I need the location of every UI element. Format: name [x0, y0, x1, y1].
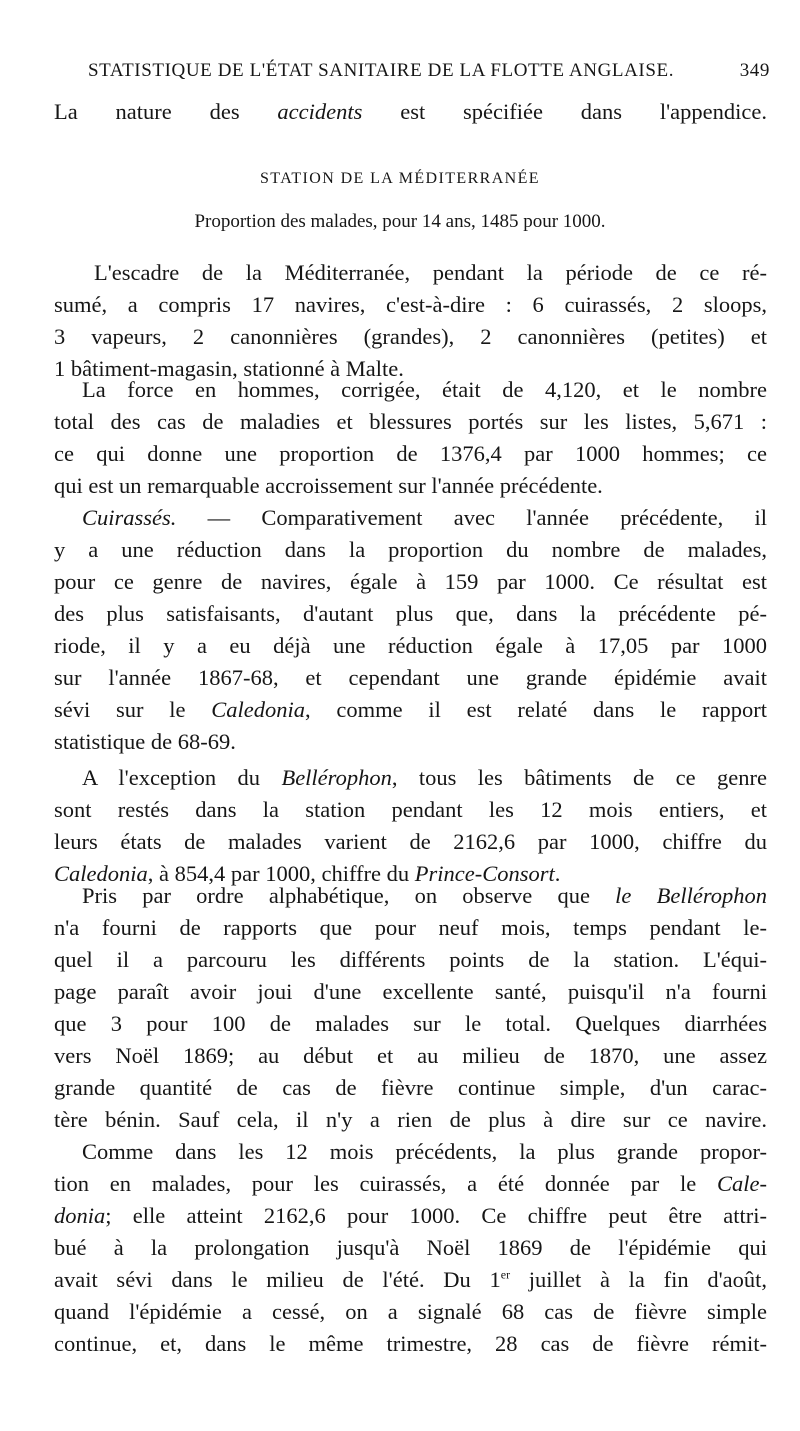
heading-cuirasses: Cuirassés. — [82, 505, 177, 530]
text-line: continue, et, dans le même trimestre, 28 cas de fièvre rémit- — [54, 1331, 767, 1356]
text-line: sumé, a compris 17 navires, c'est-à-dire : 6 cuirassés, 2 sloops, — [54, 292, 767, 317]
running-head — [70, 60, 770, 90]
text-line: tère bénin. Sauf cela, il n'y a rien de plus à dire sur ce navire. — [54, 1107, 767, 1132]
text-line: ce qui donne une proportion de 1376,4 par 1000 hommes; ce — [54, 441, 767, 466]
text-line: que 3 pour 100 de malades sur le total. Quelques diarrhées — [54, 1011, 767, 1036]
text-line: donia; elle atteint 2162,6 pour 1000. Ce chiffre peut être attri- — [54, 1203, 767, 1228]
ship-name-italic: le Bellérophon — [615, 883, 767, 908]
text-line: sévi sur le Caledonia, comme il est relaté dans le rapport — [54, 697, 767, 722]
running-head-title: STATISTIQUE DE L'ÉTAT SANITAIRE DE LA FLOTTE ANGLAISE. — [88, 60, 675, 81]
text-line: sont restés dans la station pendant les 12 mois entiers, et — [54, 797, 767, 822]
text-line: sur l'année 1867-68, et cependant une grande épidémie avait — [54, 665, 767, 690]
text-line: riode, il y a eu déjà une réduction égale à 17,05 par 1000 — [54, 633, 767, 658]
superscript-er: er — [500, 1267, 511, 1282]
text-line: des plus satisfaisants, d'autant plus que, dans la précédente pé- — [54, 601, 767, 626]
text-line: 3 vapeurs, 2 canonnières (grandes), 2 canonnières (petites) et — [54, 324, 767, 349]
section-subtitle: Proportion des malades, pour 14 ans, 1485 pour 1000. — [194, 211, 606, 232]
text-line: grande quantité de cas de fièvre continue simple, d'un carac- — [54, 1075, 767, 1100]
text-line: La force en hommes, corrigée, était de 4,120, et le nombre — [82, 377, 767, 402]
text-line: vers Noël 1869; au début et au milieu de 1870, une assez — [54, 1043, 767, 1068]
text-line: pour ce genre de navires, égale à 159 par 1000. Ce résultat est — [54, 569, 767, 594]
text-line: Caledonia, à 854,4 par 1000, chiffre du Prince-Consort. — [54, 861, 561, 886]
intro-italic: accidents — [277, 99, 363, 124]
text-line: bué à la prolongation jusqu'à Noël 1869 de l'épidémie qui — [54, 1235, 767, 1260]
page-number: 349 — [739, 60, 770, 81]
text-line: statistique de 68-69. — [54, 729, 236, 754]
text-line: Pris par ordre alphabétique, on observe que le Bellérophon — [82, 883, 767, 908]
text-line: Comme dans les 12 mois précédents, la plus grande propor- — [82, 1139, 767, 1164]
ship-name-italic: donia — [54, 1203, 106, 1228]
text-line: page paraît avoir joui d'une excellente santé, puisqu'il n'a fourni — [54, 979, 767, 1004]
ship-name-italic: Caledonia — [211, 697, 305, 722]
ship-name-italic: Cale- — [717, 1171, 767, 1196]
text-line: quand l'épidémie a cessé, on a signalé 68 cas de fièvre simple — [54, 1299, 767, 1324]
text-line: avait sévi dans le milieu de l'été. Du 1er juillet à la fin d'août, — [54, 1267, 767, 1292]
text-line: Cuirassés. — Comparativement avec l'année précédente, il — [82, 505, 767, 530]
text-line: tion en malades, pour les cuirassés, a été donnée par le Cale- — [54, 1171, 767, 1196]
text-line: n'a fourni de rapports que pour neuf mois, temps pendant le- — [54, 915, 767, 940]
text-line: y a une réduction dans la proportion du nombre de malades, — [54, 537, 767, 562]
text-line: quel il a parcouru les différents points de la station. L'équi- — [54, 947, 767, 972]
ship-name-italic: Bellérophon — [281, 765, 392, 790]
text-line: qui est un remarquable accroissement sur l'année précédente. — [54, 473, 603, 498]
section-title: STATION DE LA MÉDITERRANÉE — [260, 170, 540, 187]
intro-line: La nature des accidents est spécifiée dans l'appendice. — [54, 99, 767, 124]
text-line: L'escadre de la Méditerranée, pendant la période de ce ré- — [94, 260, 767, 285]
text-line: A l'exception du Bellérophon, tous les bâtiments de ce genre — [82, 765, 767, 790]
text-line: leurs états de malades varient de 2162,6 par 1000, chiffre du — [54, 829, 767, 854]
ship-name-italic: Prince-Consort — [414, 861, 555, 886]
text-line: total des cas de maladies et blessures portés sur les listes, 5,671 : — [54, 409, 767, 434]
text-line: 1 bâtiment-magasin, stationné à Malte. — [54, 356, 404, 381]
ship-name-italic: Caledonia — [54, 861, 148, 886]
